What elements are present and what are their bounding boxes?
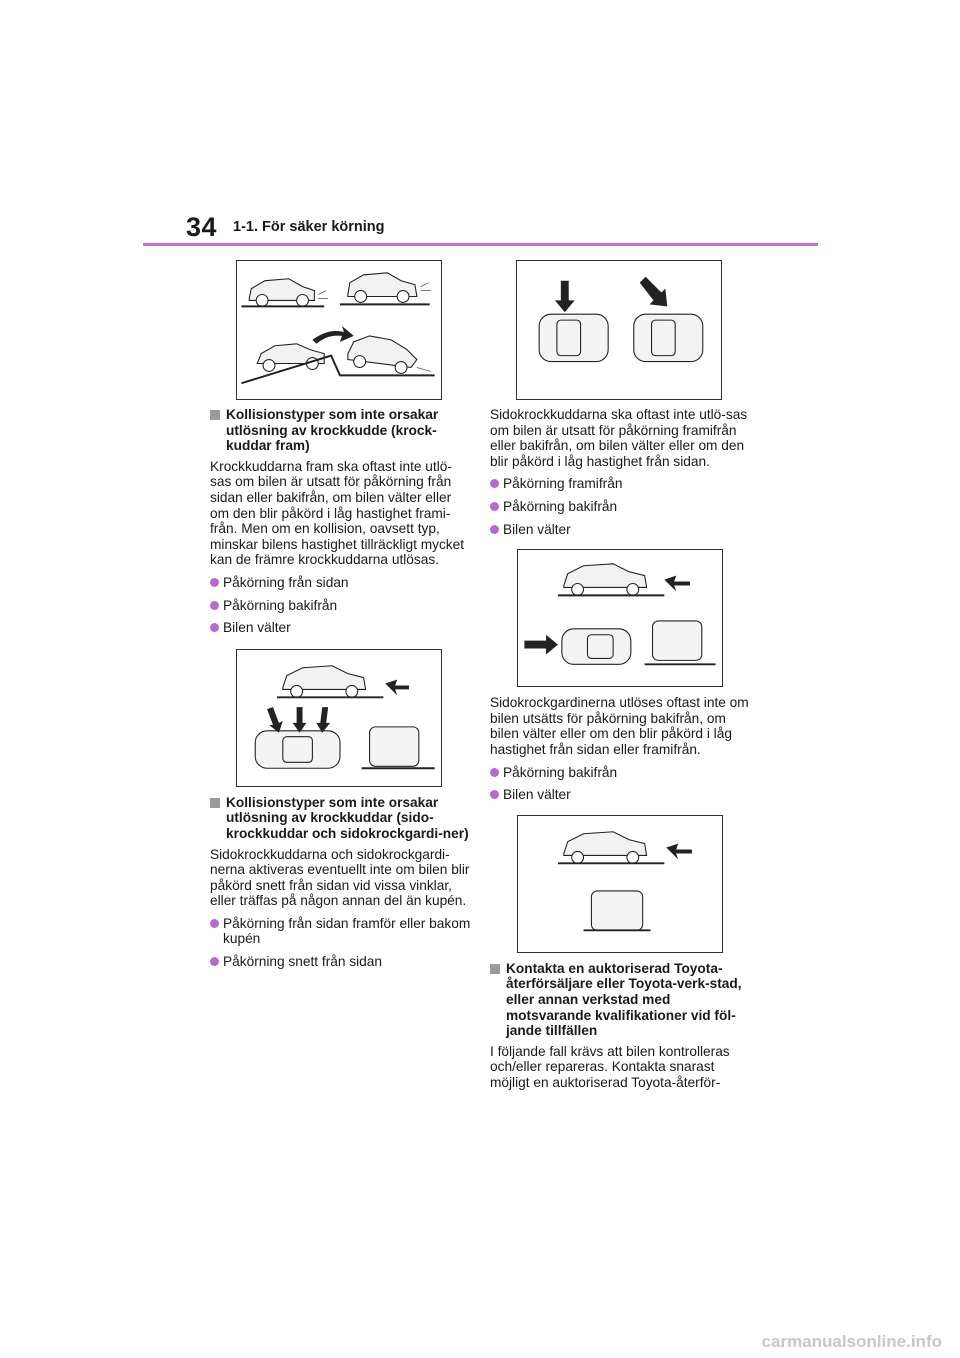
bullet-icon: [210, 919, 219, 928]
list-item: Påkörning bakifrån: [490, 765, 755, 781]
heading-front-airbag-collisions: Kollisionstyper som inte orsakar utlösning av krockkudde (krock-kuddar fram): [210, 407, 472, 454]
list-item: Påkörning från sidan framför eller bakom kupén: [210, 916, 472, 947]
paragraph-side-airbags: Sidokrockkuddarna och sidokrockgardi-nerna aktiveras eventuellt inte om bilen blir påkörd snett från sidan vid vissa vinklar, eller träffas på någon annan del än kupén.: [210, 846, 470, 909]
list-item: Påkörning från sidan: [210, 575, 472, 591]
figure-rear-rollover: [517, 815, 723, 953]
heading-square-icon: [210, 798, 220, 808]
figure-front-rear-rollover: [517, 549, 723, 687]
watermark: carmanualsonline.info: [761, 1332, 942, 1351]
rear-rollover-illustration: [518, 816, 722, 952]
overhead-car-illustration: [517, 261, 721, 399]
paragraph-side-airbags-front-rear: Sidokrockkuddarna ska oftast inte utlö-sas om bilen är utsatt för påkörning framifrån eller bakifrån, om bilen välter eller om den blir påkörd i låg hastighet från sidan.: [490, 407, 748, 469]
figure-side-rear-rollover: [236, 649, 442, 787]
paragraph-contact-dealer: I följande fall krävs att bilen kontrolleras och/eller repareras. Kontakta snarast möjligt en auktoriserad Toyota-återför-: [490, 1043, 730, 1090]
paragraph-curtain-airbags: Sidokrockgardinerna utlöses oftast inte om bilen utsätts för påkörning bakifrån, om bilen välter eller om den blir påkörd i låg hastighet från sidan eller framifrån.: [490, 695, 749, 757]
list-item: Påkörning bakifrån: [490, 499, 755, 515]
right-column: [490, 407, 755, 1097]
bullet-icon: [210, 623, 219, 632]
figure-front-collision-types: [236, 260, 442, 400]
heading-side-airbag-collisions: Kollisionstyper som inte orsakar utlösning av krockkuddar (sido-krockkuddar och sidokrockgardi-ner): [210, 795, 472, 842]
left-column: [210, 407, 472, 977]
side-rear-rollover-illustration: [237, 650, 441, 786]
list-item: Påkörning framifrån: [490, 476, 755, 492]
heading-square-icon: [490, 964, 500, 974]
bullet-icon: [210, 957, 219, 966]
bullet-icon: [490, 525, 499, 534]
section-title: 1-1. För säker körning: [233, 219, 385, 235]
figure-side-impact-overhead: [516, 260, 722, 400]
bullet-icon: [210, 601, 219, 610]
bullet-icon: [490, 768, 499, 777]
header-rule: [143, 243, 818, 246]
bullet-icon: [490, 479, 499, 488]
list-item: Bilen välter: [490, 522, 755, 538]
list-item: Bilen välter: [210, 620, 472, 636]
paragraph-front-airbags: Krockkuddarna fram ska oftast inte utlö-sas om bilen är utsatt för påkörning från sidan eller bakifrån, om bilen välter eller om den blir påkörd i låg hastighet frami-från. Men om en kollision, oavsett typ, minskar bilens hastighet tillräckligt mycket kan de främre krockkuddarna utlösas.: [210, 458, 465, 568]
page-number: 34: [186, 212, 218, 242]
heading-contact-dealer: Kontakta en auktoriserad Toyota-återförsäljare eller Toyota-verk-stad, eller annan verkstad med motsvarande kvalifikationer vid föl-jande tillfällen: [490, 961, 755, 1039]
heading-square-icon: [210, 410, 220, 420]
collision-illustration: [237, 261, 441, 399]
bullet-icon: [490, 502, 499, 511]
list-item: Påkörning bakifrån: [210, 598, 472, 614]
bullet-icon: [210, 578, 219, 587]
list-item: Påkörning snett från sidan: [210, 954, 472, 970]
list-item: Bilen välter: [490, 787, 755, 803]
bullet-icon: [490, 790, 499, 799]
front-rear-rollover-illustration: [518, 550, 722, 686]
